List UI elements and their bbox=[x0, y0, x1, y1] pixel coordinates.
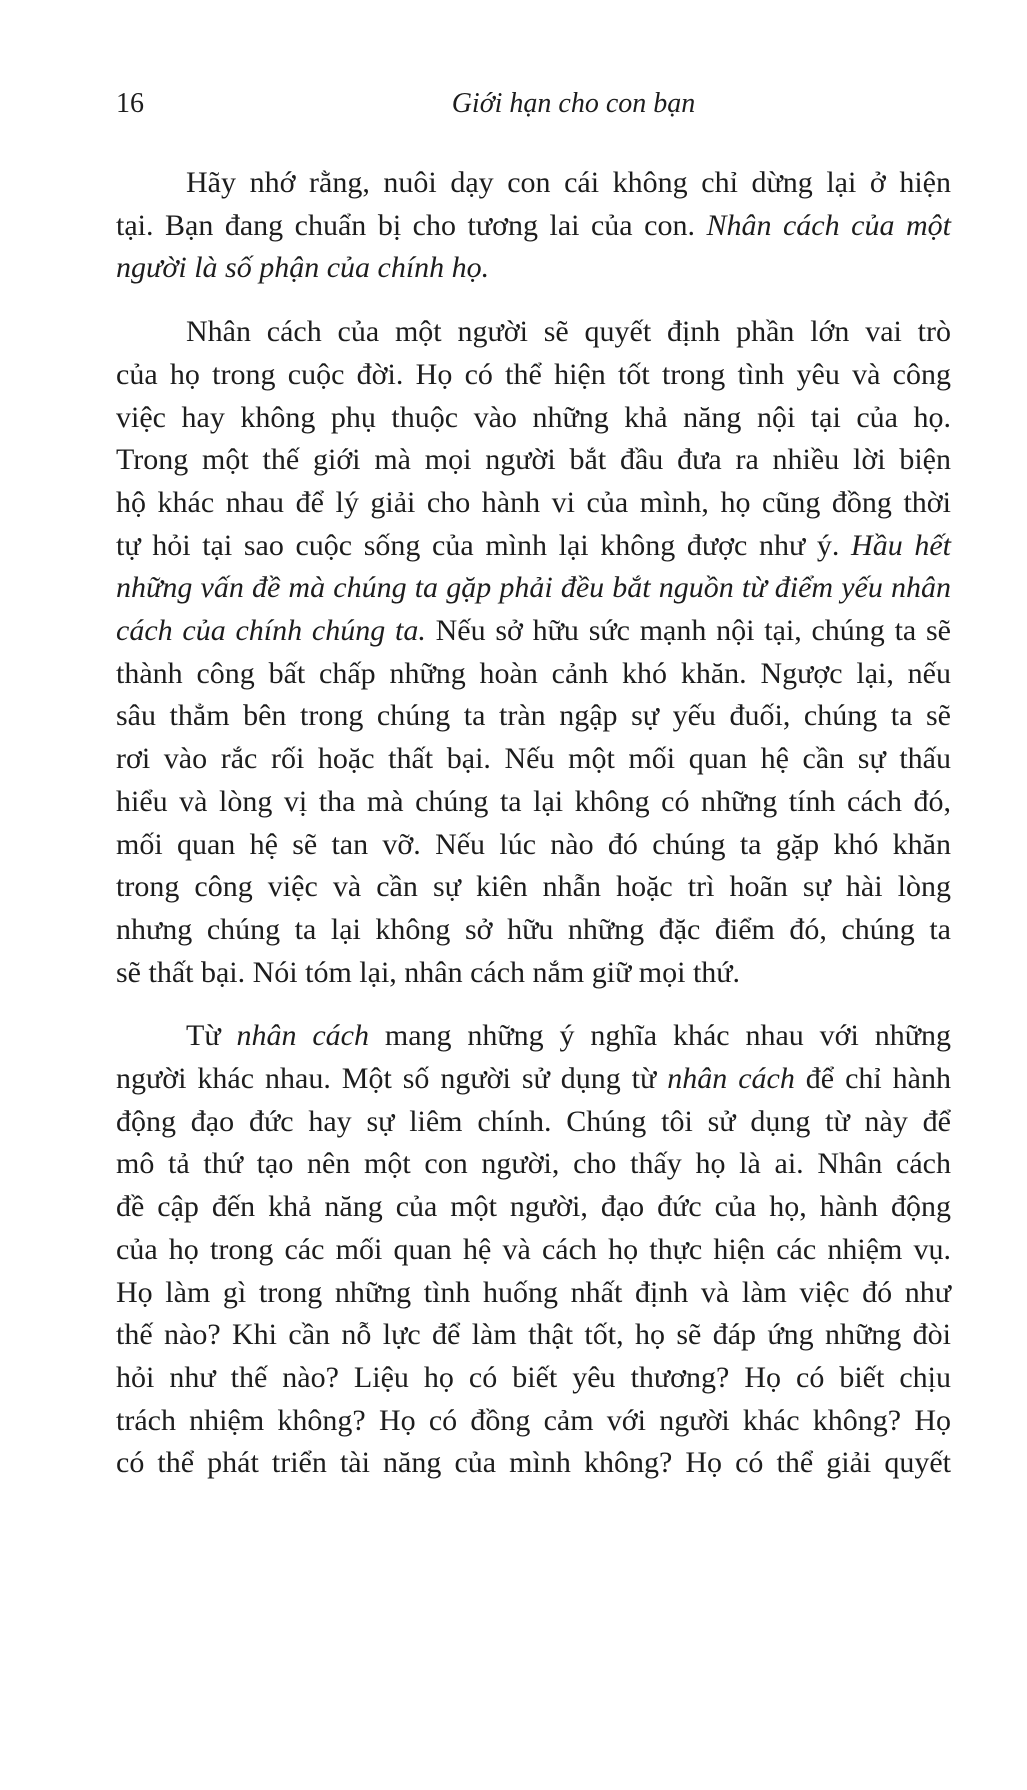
text-run: mô tả thứ tạo nên một con người, cho thấy họ là ai. Nhân cách bbox=[116, 1147, 951, 1181]
text-run: người khác nhau. Một số người sử dụng từ bbox=[116, 1062, 668, 1096]
text-run: hỏi như thế nào? Liệu họ có biết yêu thương? Họ có biết chịu bbox=[116, 1360, 951, 1394]
text-run: Hãy nhớ rằng, nuôi dạy con cái không chỉ dừng lại ở hiện bbox=[186, 166, 951, 199]
text-line bbox=[116, 866, 951, 909]
paragraph bbox=[116, 1015, 951, 1485]
text-run: thế nào? Khi cần nỗ lực để làm thật tốt, họ sẽ đáp ứng những đòi bbox=[116, 1318, 951, 1352]
text-line bbox=[116, 1229, 951, 1272]
text-run: nhưng chúng ta lại không sở hữu những đặc điểm đó, chúng ta bbox=[116, 912, 951, 946]
text-run: đề cập đến khả năng của một người, đạo đức của họ, hành động bbox=[116, 1190, 951, 1224]
paragraph bbox=[116, 162, 951, 290]
text-run: mang những ý nghĩa khác nhau với những bbox=[368, 1019, 951, 1053]
text-run: Họ làm gì trong những tình huống nhất định và làm việc đó như bbox=[116, 1275, 951, 1309]
text-line bbox=[116, 1357, 951, 1400]
text-run: hộ khác nhau để lý giải cho hành vi của mình, họ cũng đồng thời bbox=[116, 485, 951, 519]
text-line bbox=[116, 738, 951, 781]
text-line bbox=[116, 1314, 951, 1357]
text-line bbox=[116, 162, 951, 205]
text-line bbox=[116, 247, 951, 290]
text-line bbox=[116, 1400, 951, 1443]
italic-text: nhân cách bbox=[667, 1062, 795, 1096]
text-run: Nếu sở hữu sức mạnh nội tại, chúng ta sẽ bbox=[425, 614, 951, 648]
text-line bbox=[116, 695, 951, 738]
text-line bbox=[116, 1015, 951, 1058]
text-run: rơi vào rắc rối hoặc thất bại. Nếu một mối quan hệ cần sự thấu bbox=[116, 742, 951, 776]
text-line bbox=[116, 205, 951, 248]
page-number: 16 bbox=[116, 88, 144, 119]
text-run: Từ bbox=[186, 1019, 237, 1053]
text-run: trách nhiệm không? Họ có đồng cảm với người khác không? Họ bbox=[116, 1403, 951, 1437]
text-line bbox=[116, 525, 951, 568]
text-run: thành công bất chấp những hoàn cảnh khó khăn. Ngược lại, nếu bbox=[116, 656, 951, 690]
text-run: tự hỏi tại sao cuộc sống của mình lại không được như ý. bbox=[116, 528, 852, 562]
text-line bbox=[116, 653, 951, 696]
text-line bbox=[116, 482, 951, 525]
text-run: hiểu và lòng vị tha mà chúng ta lại không có những tính cách đó, bbox=[116, 784, 951, 818]
italic-text: cách của chính chúng ta. bbox=[116, 614, 426, 648]
italic-text: Nhân cách của một bbox=[706, 208, 951, 242]
text-line bbox=[116, 1058, 951, 1101]
text-run: trong công việc và cần sự kiên nhẫn hoặc trì hoãn sự hài lòng bbox=[116, 870, 951, 904]
book-title: Giới hạn cho con bạn bbox=[451, 88, 696, 119]
text-line bbox=[116, 1442, 951, 1485]
text-line bbox=[116, 610, 951, 653]
text-run: của họ trong các mối quan hệ và cách họ thực hiện các nhiệm vụ. bbox=[116, 1232, 951, 1266]
text-run: tại. Bạn đang chuẩn bị cho tương lai của con. bbox=[116, 208, 707, 242]
text-line bbox=[116, 781, 951, 824]
text-run: động đạo đức hay sự liêm chính. Chúng tôi sử dụng từ này để bbox=[116, 1104, 951, 1138]
text-run: mối quan hệ sẽ tan vỡ. Nếu lúc nào đó chúng ta gặp khó khăn bbox=[116, 827, 951, 861]
text-run: có thể phát triển tài năng của mình không? Họ có thể giải quyết bbox=[116, 1446, 951, 1480]
text-line bbox=[116, 439, 951, 482]
text-run: việc hay không phụ thuộc vào những khả năng nội tại của họ. bbox=[116, 400, 951, 434]
text-line bbox=[116, 1186, 951, 1229]
text-line bbox=[116, 1101, 951, 1144]
running-head bbox=[116, 88, 951, 128]
text-line bbox=[116, 311, 951, 354]
text-run: Nhân cách của một người sẽ quyết định phần lớn vai trò bbox=[186, 315, 951, 349]
text-run: sâu thẳm bên trong chúng ta tràn ngập sự yếu đuối, chúng ta sẽ bbox=[116, 699, 951, 733]
text-run: của họ trong cuộc đời. Họ có thể hiện tốt trong tình yêu và công bbox=[116, 357, 951, 391]
text-line bbox=[116, 824, 951, 867]
italic-text: người là số phận của chính họ. bbox=[116, 251, 490, 285]
text-run: Trong một thế giới mà mọi người bắt đầu đưa ra nhiều lời biện bbox=[116, 443, 951, 477]
text-run: sẽ thất bại. Nói tóm lại, nhân cách nắm giữ mọi thứ. bbox=[116, 955, 741, 989]
body-text bbox=[116, 162, 951, 1485]
text-line bbox=[116, 354, 951, 397]
italic-text: những vấn đề mà chúng ta gặp phải đều bắt nguồn từ điểm yếu nhân bbox=[116, 571, 951, 605]
italic-text: Hầu hết bbox=[851, 528, 951, 562]
text-line bbox=[116, 1272, 951, 1315]
text-line bbox=[116, 397, 951, 440]
text-line bbox=[116, 909, 951, 952]
text-run: để chỉ hành bbox=[794, 1062, 951, 1096]
text-line bbox=[116, 1143, 951, 1186]
italic-text: nhân cách bbox=[236, 1019, 369, 1053]
text-line bbox=[116, 952, 951, 995]
paragraph bbox=[116, 311, 951, 994]
text-line bbox=[116, 567, 951, 610]
